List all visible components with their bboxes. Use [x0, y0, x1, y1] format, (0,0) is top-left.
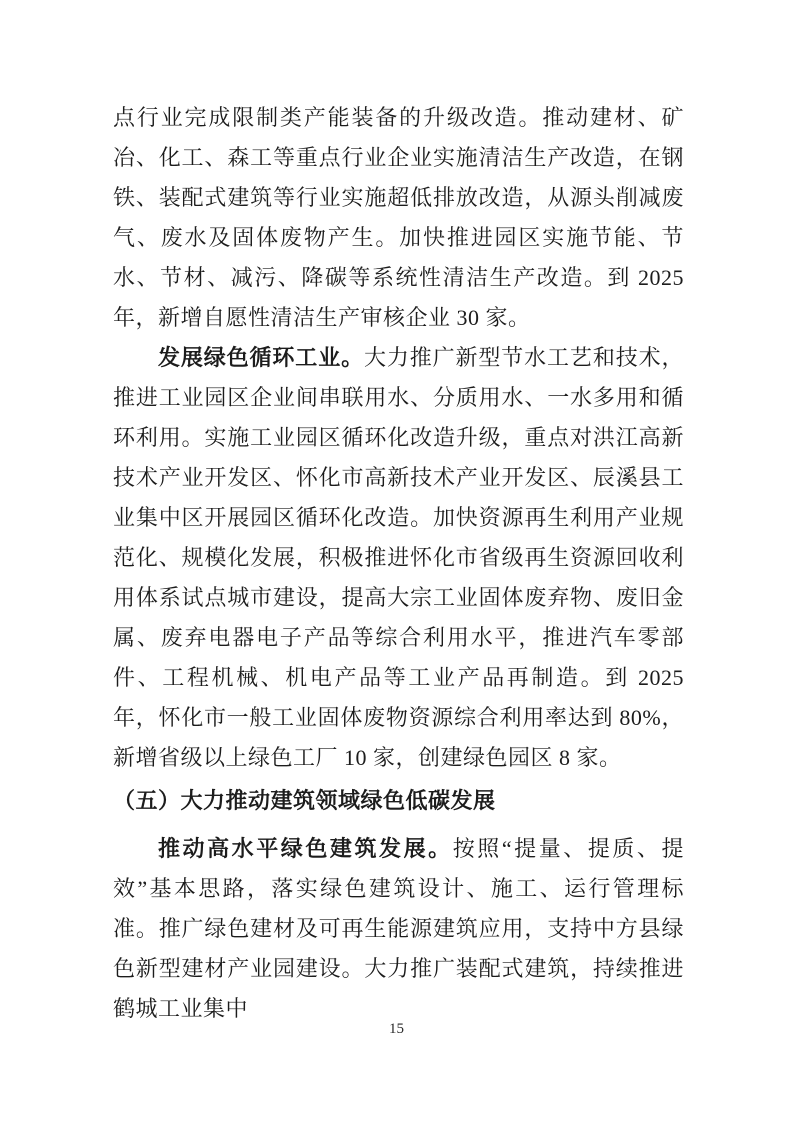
- paragraph-clean-production-continuation: [113, 98, 684, 338]
- section-heading-5: （五）大力推动建筑领域绿色低碳发展: [113, 788, 496, 813]
- document-body: [113, 98, 684, 1029]
- paragraph-green-circular-industry: [113, 338, 684, 778]
- paragraph-green-building: [113, 829, 684, 1029]
- paragraph-lead-bold: 推动高水平绿色建筑发展。: [158, 836, 453, 861]
- paragraph-text: 按照“提量、提质、提效”基本思路，落实绿色建筑设计、施工、运行管理标准。推广绿色建材及可再生能源建筑应用，支持中方县绿色新型建材产业园建设。大力推广装配式建筑，持续推进鹤城工业集中: [113, 836, 684, 1021]
- paragraph-lead-bold: 发展绿色循环工业。: [158, 345, 364, 370]
- page-number: 15: [389, 1021, 404, 1037]
- paragraph-text: 大力推广新型节水工艺和技术，推进工业园区企业间串联用水、分质用水、一水多用和循环利用。实施工业园区循环化改造升级，重点对洪江高新技术产业开发区、怀化市高新技术产业开发区、辰溪县工业集中区开展园区循环化改造。加快资源再生利用产业规范化、规模化发展，积极推进怀化市省级再生资源回收利用体系试点城市建设，提高大宗工业固体废弃物、废旧金属、废弃电器电子产品等综合利用水平，推进汽车零部件、工程机械、机电产品等工业产品再制造。到 2025 年，怀化市一般工业固体废物资源综合利用率达到 80%，新增省级以上绿色工厂 10 家，创建绿色园区 8 家。: [113, 345, 684, 770]
- paragraph-text: 点行业完成限制类产能装备的升级改造。推动建材、矿冶、化工、森工等重点行业企业实施清洁生产改造，在钢铁、装配式建筑等行业实施超低排放改造，从源头削减废气、废水及固体废物产生。加快推进园区实施节能、节水、节材、减污、降碳等系统性清洁生产改造。到 2025 年，新增自愿性清洁生产审核企业 30 家。: [113, 105, 684, 330]
